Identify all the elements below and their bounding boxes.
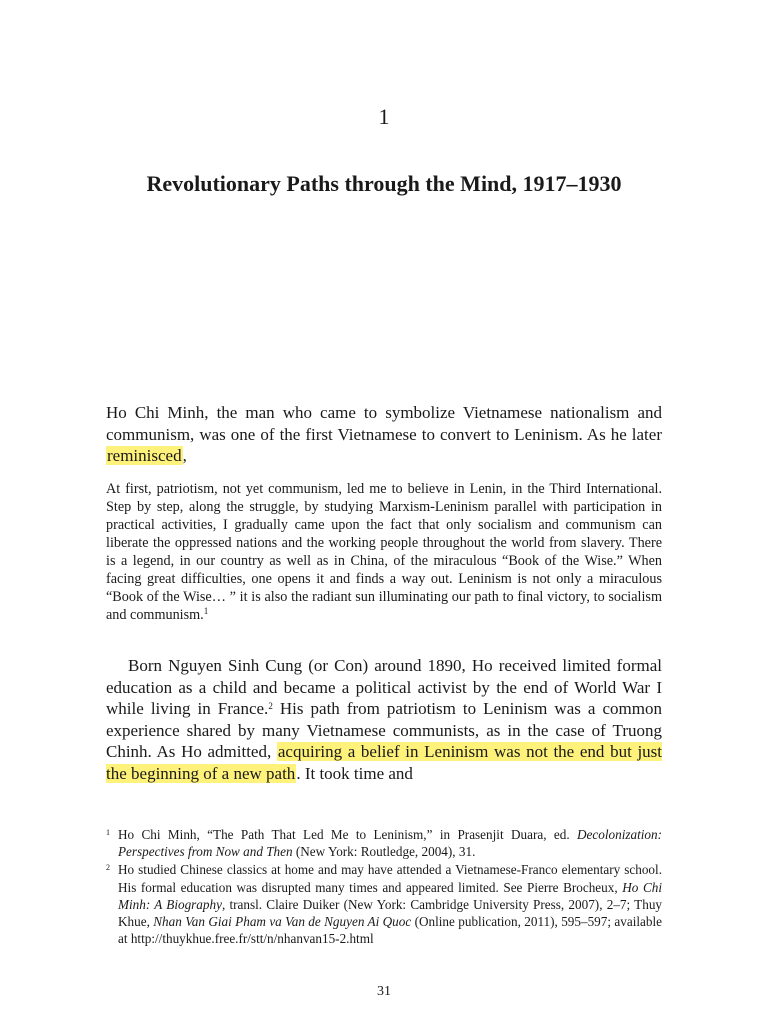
paragraph-1-text: Ho Chi Minh, the man who came to symbolize Vietnamese nationalism and communism, was one of the first Vietnamese to convert to Leninism. As he later xyxy=(106,403,662,444)
footnote-ref-1[interactable]: 1 xyxy=(203,606,209,616)
paragraph-2-text-b: His path from patriotism to Leninism was a common experience shared by many Vietnamese communists, as in the case of Truong Chinh. As Ho admitted, xyxy=(106,699,663,761)
footnote-2-title-b: Nhan Van Giai Pham va Van de Nguyen Ai Quoc xyxy=(153,914,412,930)
footnote-1 xyxy=(106,826,662,860)
chapter-title: Revolutionary Paths through the Mind, 1917–1930 xyxy=(146,171,622,196)
footnote-1-text-a: Ho Chi Minh, “The Path That Led Me to Leninism,” in Prasenjit Duara, ed. xyxy=(118,827,578,842)
chapter-number: 1 xyxy=(378,104,390,129)
footnote-2 xyxy=(106,861,662,947)
highlight-reminisced[interactable]: reminisced xyxy=(107,446,182,465)
block-quote-text: At first, patriotism, not yet communism, led me to believe in Lenin, in the Third International. Step by step, along the struggle, by studying Marxism-Leninism parallel with participation in practical activities, I gradually came upon the fact that only socialism and communism can liberate the oppressed nations and the working people throughout the world from slavery. There is a legend, in our country as well as in China, of the miraculous “Book of the Wise.” When facing great difficulties, one opens it and finds a way out. Leninism is not only a miraculous “Book of the Wise… ” it is also the radiant sun illuminating our path to final victory, to socialism and communism. xyxy=(106,481,662,623)
paragraph-1 xyxy=(106,402,662,467)
footnote-2-text-c: (Online publication, 2011), 595–597; available at http://thuykhue.free.fr/stt/n/nhanvan15-2.html xyxy=(118,914,662,947)
footnote-1-mark: 1 xyxy=(106,828,110,837)
footnote-2-text-b: , transl. Claire Duiker (New York: Cambridge University Press, 2007), 2–7; Thuy Khue, xyxy=(118,896,663,930)
block-quote xyxy=(106,480,662,624)
footnote-ref-2[interactable]: 2 xyxy=(268,701,273,711)
footnote-1-body xyxy=(118,826,662,860)
footnote-2-body xyxy=(118,861,662,947)
footnote-2-mark: 2 xyxy=(106,863,110,873)
footnotes xyxy=(106,826,662,948)
paragraph-2 xyxy=(106,655,662,784)
paragraph-1-end: , xyxy=(182,446,187,465)
paragraph-2-text-c: . It took time and xyxy=(296,763,413,783)
footnote-1-title: Decolonization: Perspectives from Now and Then xyxy=(118,827,662,860)
highlight-leninism-path[interactable]: acquiring a belief in Leninism was not the end but just the beginning of a new path xyxy=(106,742,662,783)
footnote-2-title-a: Ho Chi Minh: A Biography xyxy=(118,879,662,912)
footnote-2-text-a: Ho studied Chinese classics at home and may have attended a Vietnamese-Franco elementary school. His formal education was disrupted many times and appeared limited. See Pierre Brocheux, xyxy=(118,862,662,895)
page-number: 31 xyxy=(377,984,391,999)
footnote-1-text-b: (New York: Routledge, 2004), 31. xyxy=(292,844,476,860)
paragraph-2-text-a: Born Nguyen Sinh Cung (or Con) around 1890, Ho received limited formal education as a child and became a political activist by the end of World War I while living in France. xyxy=(106,656,662,718)
